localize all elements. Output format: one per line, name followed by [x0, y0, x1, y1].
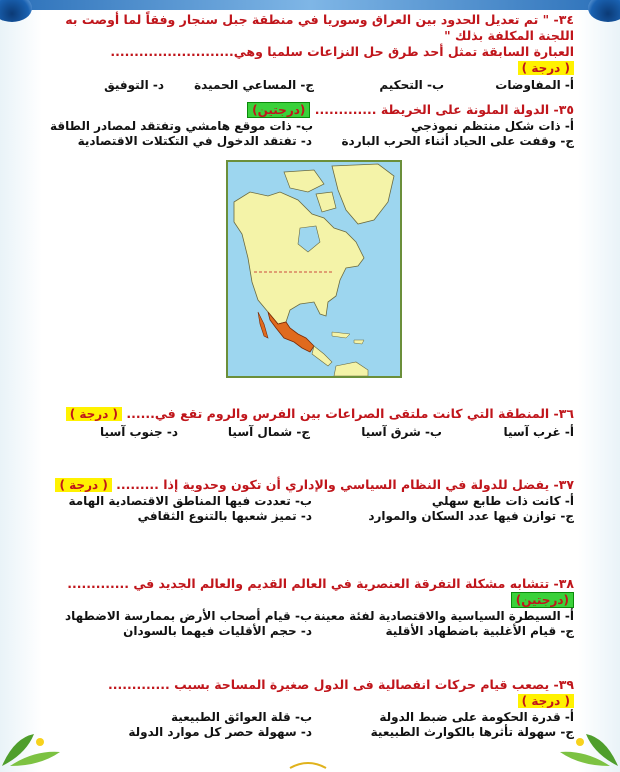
option-d[interactable]: د- سهولة حصر كل موارد الدولة [128, 725, 312, 739]
question-35-options-row-2 [50, 134, 574, 149]
option-a[interactable]: أ- غرب آسيا [503, 425, 574, 439]
option-b[interactable]: ب- تعددت فيها المناطق الاقتصادية الهامة [68, 494, 312, 508]
question-38 [50, 576, 574, 639]
top-border-band [0, 0, 620, 10]
question-36-grade-badge: ( درجة ) [66, 407, 122, 421]
option-a[interactable]: أ- كانت ذات طابع سهلي [431, 494, 574, 508]
question-34 [50, 12, 574, 93]
option-b[interactable]: ب- قلة العوائق الطبيعية [170, 710, 312, 724]
leaf-decoration-icon [0, 728, 70, 768]
question-34-stem: ٣٤- " تم تعديل الحدود بين العراق وسوريا في منطقة جبل سنجار وفقاً لما أوصت به اللجنة المكلفة بذلك " [65, 12, 574, 43]
north-america-map [226, 160, 402, 378]
option-c[interactable]: ج- توازن فيها عدد السكان والموارد [368, 509, 574, 523]
question-36-options [50, 425, 574, 440]
question-35-stem [50, 102, 574, 118]
question-34-grade-badge: ( درجة ) [518, 61, 574, 75]
question-37-options-row-2 [50, 509, 574, 524]
question-38-stem [50, 576, 574, 608]
question-39-options-row-1 [50, 710, 574, 725]
question-35-stem-text: ٣٥- الدولة الملونة على الخريطة ............. [314, 102, 574, 117]
option-b[interactable]: ب- شرق آسيا [361, 425, 442, 439]
question-36-stem [50, 406, 574, 422]
question-35-grade-badge: (درجتين) [247, 102, 310, 118]
option-c[interactable]: ج- سهولة تأثرها بالكوارث الطبيعية [370, 725, 574, 739]
option-c[interactable]: ج- شمال آسيا [227, 425, 310, 439]
option-b[interactable]: ب- ذات موقع هامشي وتفتقد لمصادر الطاقة [50, 119, 314, 133]
option-a[interactable]: أ- السيطرة السياسية والاقتصادية لفئة معينة [313, 609, 574, 623]
question-39-stem [50, 677, 574, 709]
option-c[interactable]: ج- وقفت على الحياد أثناء الحرب الباردة [341, 134, 574, 148]
question-37-stem-text: ٣٧- يفضل للدولة في النظام السياسي والإداري أن تكون وحدوية إذا ......... [116, 477, 574, 492]
question-37-options-row-1 [50, 494, 574, 509]
sprig-decoration-icon [288, 758, 328, 770]
question-37-grade-badge: ( درجة ) [55, 478, 111, 492]
map-graphic [228, 162, 400, 376]
question-39-options-row-2 [50, 725, 574, 740]
question-39-grade-badge: ( درجة ) [518, 694, 574, 708]
option-c[interactable]: ج- المساعي الحميدة [194, 78, 314, 92]
question-34-options [50, 78, 574, 93]
option-d[interactable]: د- تفتقد الدخول في التكتلات الاقتصادية [77, 134, 312, 148]
left-border-decoration [0, 0, 42, 772]
question-36-stem-text: ٣٦- المنطقة التي كانت ملتقى الصراعات بين الفرس والروم تقع في...... [126, 406, 574, 421]
option-d[interactable]: د- التوفيق [104, 78, 164, 92]
question-37-stem [50, 477, 574, 493]
option-c[interactable]: ج- قيام الأغلبية باضطهاد الأقلية [385, 624, 574, 638]
question-35 [50, 102, 574, 149]
question-39 [50, 677, 574, 740]
question-34-stem-text: العبارة السابقة تمثل أحد طرق حل النزاعات سلميا وهي.......................... [110, 44, 574, 59]
option-a[interactable]: أ- ذات شكل منتظم نموذجي [411, 119, 574, 133]
question-36 [50, 406, 574, 440]
option-b[interactable]: ب- قيام أصحاب الأرض بممارسة الاضطهاد [64, 609, 312, 623]
question-34-stem-continued [50, 44, 574, 76]
option-d[interactable]: د- جنوب آسيا [100, 425, 178, 439]
question-38-stem-text: ٣٨- تتشابه مشكلة التفرقة العنصرية في العالم القديم والعالم الجديد في ............. [67, 576, 574, 591]
option-a[interactable]: أ- قدرة الحكومة على ضبط الدولة [379, 710, 574, 724]
right-border-decoration [578, 0, 620, 772]
option-d[interactable]: د- حجم الأقليات فيهما بالسودان [123, 624, 312, 638]
question-39-stem-text: ٣٩- يصعب قيام حركات انفصالية فى الدول صغيرة المساحة بسبب ............. [108, 677, 574, 692]
question-37 [50, 477, 574, 524]
question-38-options-row-2 [50, 624, 574, 639]
option-b[interactable]: ب- التحكيم [379, 78, 444, 92]
question-38-options-row-1 [50, 609, 574, 624]
option-a[interactable]: أ- المفاوضات [495, 78, 574, 92]
option-d[interactable]: د- تميز شعبها بالتنوع الثقافي [137, 509, 312, 523]
leaf-decoration-icon [550, 728, 620, 768]
question-35-options-row-1 [50, 119, 574, 134]
question-38-grade-badge: (درجتين) [511, 592, 574, 608]
